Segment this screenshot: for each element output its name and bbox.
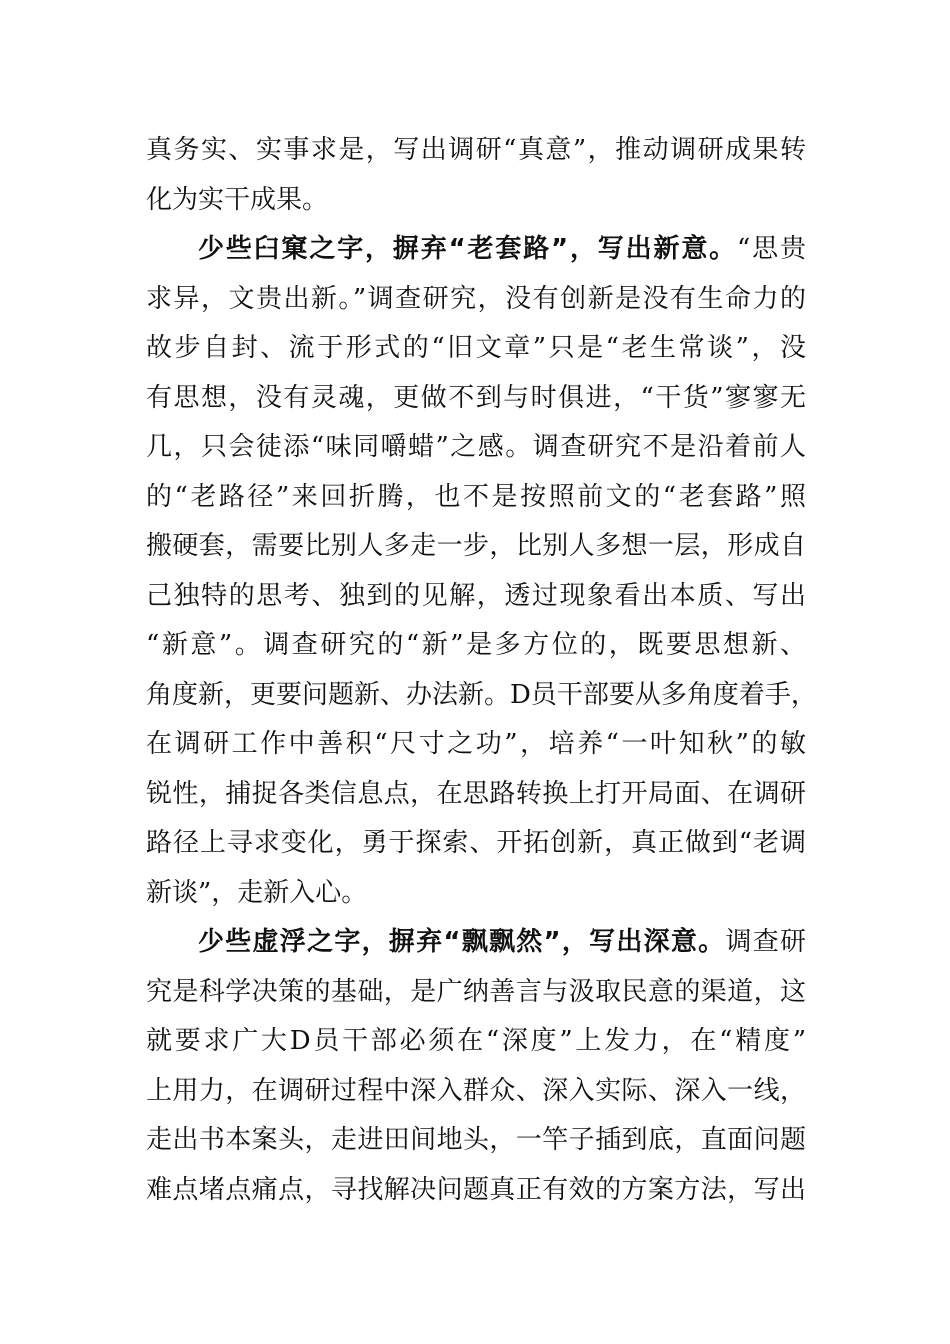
text-line: 有思想，没有灵魂，更做不到与时俱进，“干货”寥寥无 bbox=[146, 382, 806, 413]
text-line: 化为实干成果。 bbox=[146, 184, 329, 215]
text-line: 搬硬套，需要比别人多走一步，比别人多想一层，形成自 bbox=[146, 531, 806, 561]
text-line: 几，只会徒添“味同嚼蜡”之感。调查研究不是沿着前人 bbox=[146, 432, 806, 462]
paragraph-first-line bbox=[146, 918, 806, 968]
text-line: 新谈”，走新入心。 bbox=[146, 877, 368, 908]
text-line: 路径上寻求变化，勇于探索、开拓创新，真正做到“老调 bbox=[146, 828, 806, 858]
text-span: 调查研 bbox=[725, 927, 806, 957]
paragraph-2 bbox=[146, 225, 817, 918]
paragraph-heading: 少些臼窠之字，摒弃“老套路”，写出新意。 bbox=[198, 234, 738, 264]
document-body bbox=[146, 126, 817, 1215]
text-line: 故步自封、流于形式的“旧文章”只是“老生常谈”，没 bbox=[146, 333, 806, 363]
text-line: 难点堵点痛点，寻找解决问题真正有效的方案方法，写出 bbox=[146, 1174, 806, 1205]
text-line: 上用力，在调研过程中深入群众、深入实际、深入一线， bbox=[146, 1075, 806, 1106]
text-line: 求异，文贵出新。”调查研究，没有创新是没有生命力的 bbox=[146, 283, 806, 314]
text-line: 真务实、实事求是，写出调研“真意”，推动调研成果转 bbox=[146, 135, 806, 165]
text-span: “思贵 bbox=[737, 234, 806, 264]
text-line: 走出书本案头，走进田间地头，一竿子插到底，直面问题 bbox=[146, 1125, 806, 1155]
text-line: “新意”。调查研究的“新”是多方位的，既要思想新、 bbox=[146, 630, 806, 660]
paragraph-3 bbox=[146, 918, 806, 1215]
paragraph-first-line bbox=[146, 225, 806, 275]
text-line: 角度新，更要问题新、办法新。D员干部要从多角度着手， bbox=[146, 679, 817, 710]
text-line: 己独特的思考、独到的见解，透过现象看出本质、写出 bbox=[146, 580, 806, 611]
paragraph-1 bbox=[146, 126, 806, 225]
text-line: 在调研工作中善积“尺寸之功”，培养“一叶知秋”的敏 bbox=[146, 729, 806, 759]
text-line: 的“老路径”来回折腾，也不是按照前文的“老套路”照 bbox=[146, 481, 806, 512]
text-line: 就要求广大D员干部必须在“深度”上发力，在“精度” bbox=[146, 1026, 806, 1056]
text-line: 锐性，捕捉各类信息点，在思路转换上打开局面、在调研 bbox=[146, 778, 806, 809]
text-line: 究是科学决策的基础，是广纳善言与汲取民意的渠道，这 bbox=[146, 976, 806, 1007]
paragraph-heading: 少些虚浮之字，摒弃“飘飘然”，写出深意。 bbox=[198, 927, 726, 957]
